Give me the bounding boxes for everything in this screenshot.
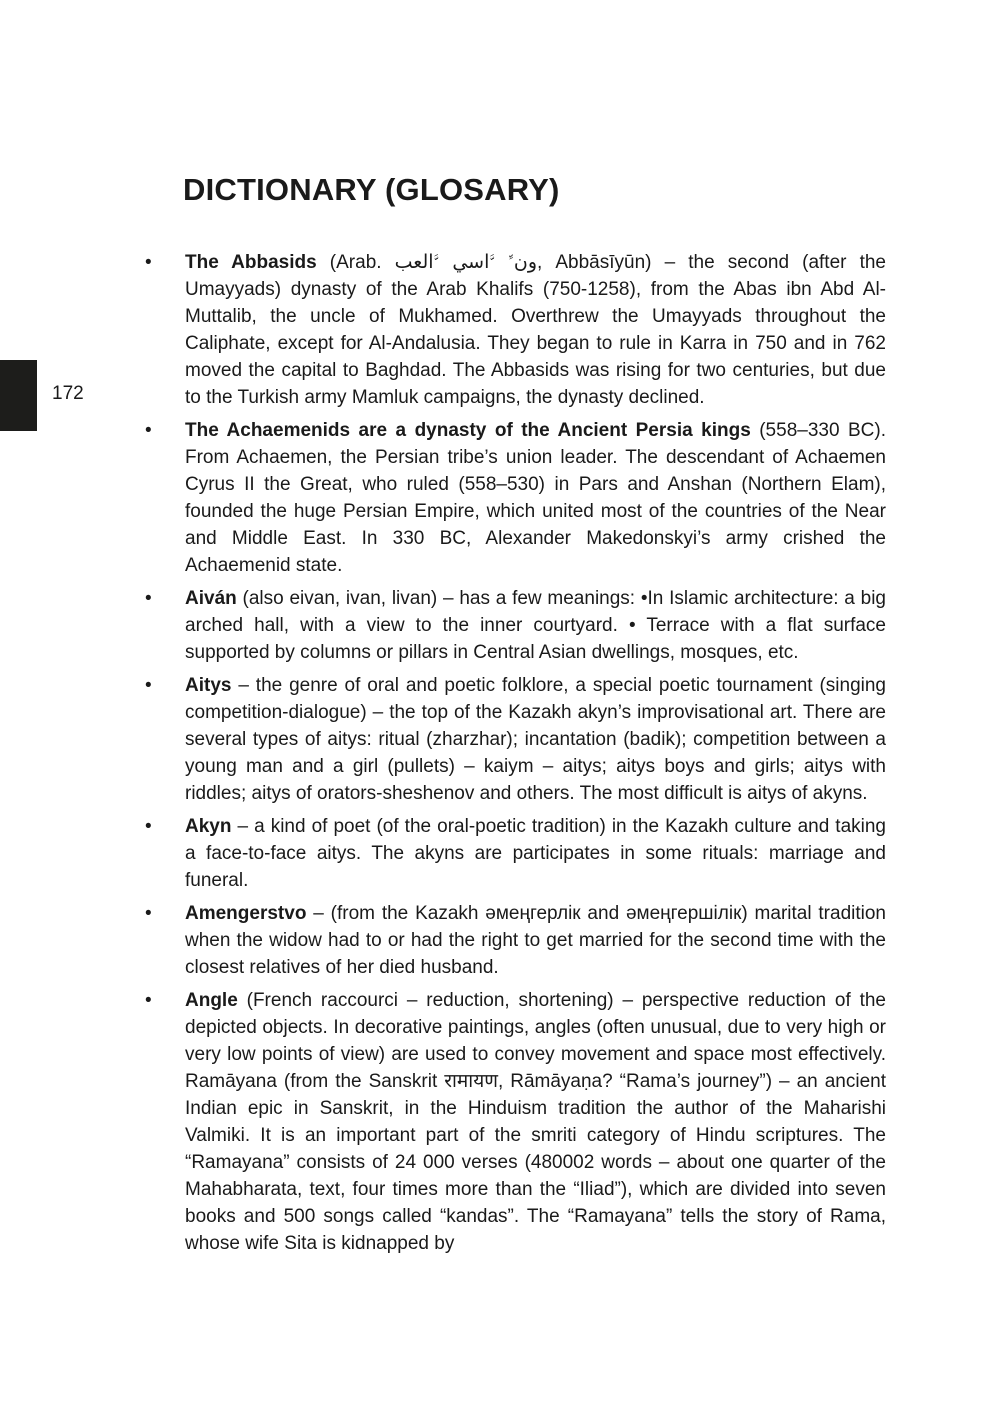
bullet-icon: • (145, 816, 152, 837)
glossary-entry-aivan (140, 585, 886, 666)
side-tab-marker (0, 360, 37, 431)
entry-term: The Abbasids (185, 252, 317, 273)
entry-term: Angle (185, 990, 238, 1011)
glossary-entry-aitys (140, 672, 886, 807)
entry-definition: (also eivan, ivan, livan) – has a few meanings: •In Islamic architecture: a big arched hall, with a view to the inner courtyard. • Terrace with a flat surface supported by columns or pillars in Central Asian dwellings, mosques, etc. (185, 588, 886, 663)
entry-term: Amengerstvo (185, 903, 307, 924)
bullet-icon: • (145, 588, 152, 609)
bullet-icon: • (145, 252, 152, 273)
entry-definition: (French raccourci – reduction, shortening) – perspective reduction of the depicted objects. In decorative paintings, angles (often unusual, due to very high or very low points of view) are used to convey movement and space most effectively. Ramāyana (from the Sanskrit रामायण, Rāmāyaṇa? “Rama’s journey”) – an ancient Indian epic in Sanskrit, in the Hinduism tradition the author of the Maharishi Valmiki. It is an important part of the smriti category of Hindu scriptures. The “Ramayana” consists of 24 000 verses (480002 words – about one quarter of the Mahabharata, text, four times more than the “Iliad”), which are divided into seven books and 500 songs called “kandas”. The “Ramayana” tells the story of Rama, whose wife Sita is kidnapped by (185, 990, 886, 1254)
glossary-entry-amengerstvo (140, 900, 886, 981)
entry-definition: – (from the Kazakh әмеңгерлік and әмеңгершілік) marital tradition when the widow had to or had the right to get married for the second time with the closest relatives of her died husband. (185, 903, 886, 978)
bullet-icon: • (145, 420, 152, 441)
entry-term: Aiván (185, 588, 237, 609)
page-number: 172 (52, 383, 84, 404)
glossary-entry-akyn (140, 813, 886, 894)
entry-term: Akyn (185, 816, 232, 837)
bullet-icon: • (145, 675, 152, 696)
entry-term: The Achaemenids are a dynasty of the Ancient Persia kings (185, 420, 751, 441)
glossary-list (140, 249, 886, 1263)
entry-definition: – the genre of oral and poetic folklore, a special poetic tournament (singing competition-dialogue) – the top of the Kazakh akyn’s improvisational art. There are several types of aitys: ritual (zharzhar); incantation (badik); competition between a young man and a girl (pullets) – kaiym – aitys; aitys boys and girls; aitys with riddles; aitys of orators-sheshenov and others. The most difficult is aitys of akyns. (185, 675, 886, 804)
glossary-entry-abbasids (140, 249, 886, 411)
entry-definition: (Arab. ونﱢ ﱠاسي ﱠالعب, Abbāsīyūn) – the second (after the Umayyads) dynasty of the Arab Khalifs (750-1258), from the Abas ibn Abd Al-Muttalib, the uncle of Mukhamed. Overthrew the Umayyads throughout the Caliphate, except for Al-Andalusia. They began to rule in Karra in 750 and in 762 moved the capital to Baghdad. The Abbasids was rising for two centuries, but due to the Turkish army Mamluk campaigns, the dynasty declined. (185, 252, 886, 408)
entry-definition: (558–330 BC). From Achaemen, the Persian tribe’s union leader. The descendant of Achaemen Cyrus II the Great, who ruled (558–530) in Pars and Anshan (Northern Elam), founded the huge Persian Empire, which united most of the countries of the Near and Middle East. In 330 BC, Alexander Makedonskyi’s army crished the Achaemenid state. (185, 420, 886, 576)
glossary-entry-achaemenids (140, 417, 886, 579)
entry-term: Aitys (185, 675, 232, 696)
page-title: DICTIONARY (GLOSARY) (183, 172, 560, 207)
entry-definition: – a kind of poet (of the oral-poetic tradition) in the Kazakh culture and taking a face-to-face aitys. The akyns are participates in some rituals: marriage and funeral. (185, 816, 886, 891)
bullet-icon: • (145, 990, 152, 1011)
glossary-entry-angle (140, 987, 886, 1257)
bullet-icon: • (145, 903, 152, 924)
